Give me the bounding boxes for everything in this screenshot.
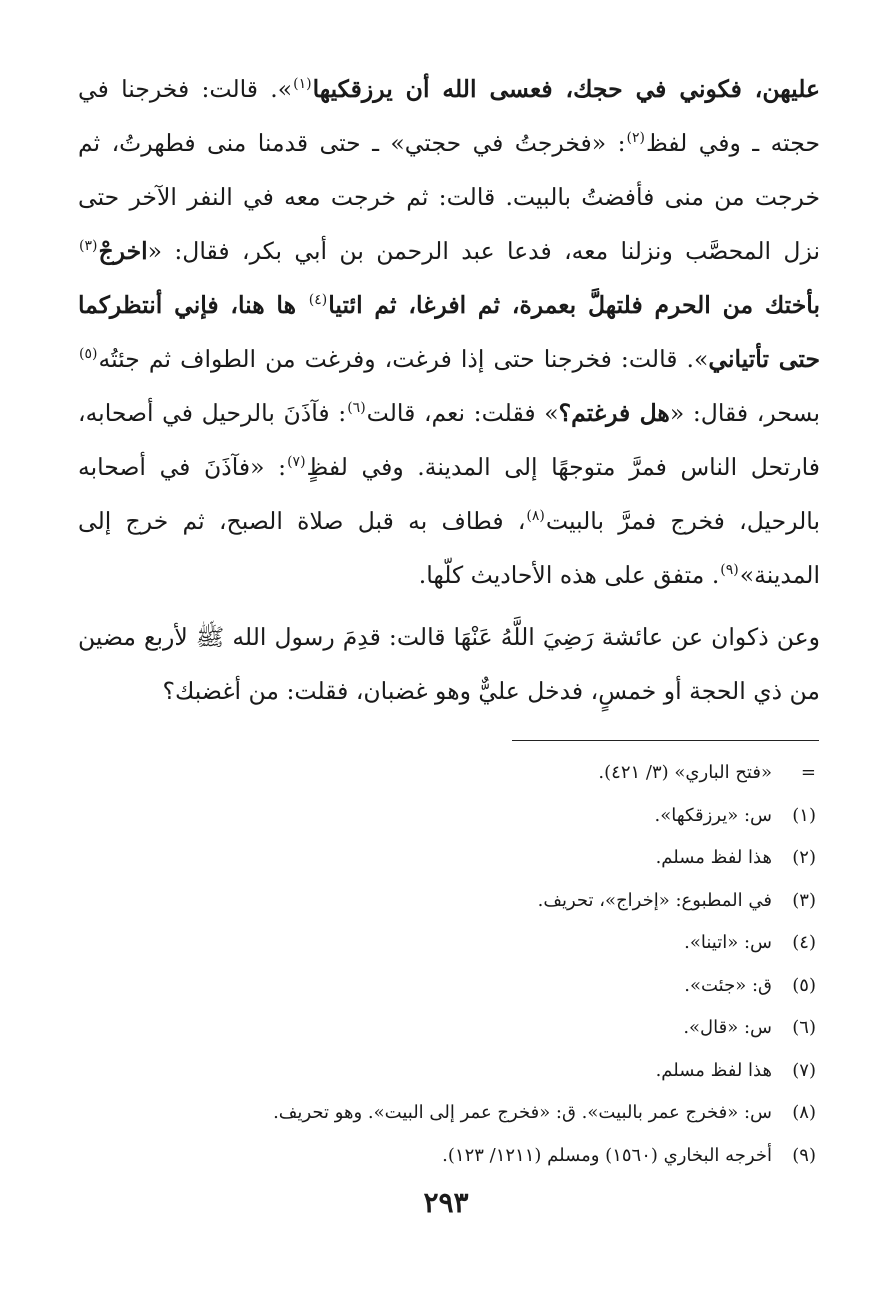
footnotes <box>78 752 816 1177</box>
footnote-number: (٧) <box>792 1059 816 1081</box>
footnote-ref-1: (١) <box>293 76 312 92</box>
footnote-number: (٨) <box>792 1102 816 1123</box>
footnote-number: (٢) <box>792 847 816 868</box>
footnote-5 <box>78 965 816 1008</box>
hadith-text: هل فرغتم؟ <box>558 399 670 427</box>
footnote-text: هذا لفظ مسلم. <box>655 847 772 868</box>
body-text: : فآذَنَ بالرحيل في أصحابه، فارتحل الناس فمرَّ متوجهًا إلى المدينة. وفي لفظٍ <box>78 399 820 481</box>
hadith-text: عليهن، فكوني في حجك، فعسى الله أن يرزقكيها <box>312 75 820 103</box>
body-text: . متفق على هذه الأحاديث كلّها. <box>418 561 720 589</box>
footnote-2 <box>78 837 816 880</box>
main-text <box>78 62 820 718</box>
hadith-text: بأختك من الحرم فلتهلَّ بعمرة، ثم افرغا، ثم ائتيا <box>328 291 820 319</box>
honorific: رَضِيَ اللَّهُ عَنْهَا <box>453 623 594 651</box>
hadith-text: ها هنا، فإني أنتظركما حتى تأتياني <box>78 291 820 373</box>
footnote-ref-7: (٧) <box>287 454 306 470</box>
footnote-ref-3: (٣) <box>79 238 98 254</box>
footnote-1 <box>78 795 816 838</box>
footnote-ref-8: (٨) <box>526 508 545 524</box>
footnote-text: س: «قال». <box>683 1017 772 1038</box>
body-text: ، فطاف به قبل صلاة الصبح، ثم خرج إلى المدينة» <box>78 507 820 589</box>
body-text: قالت: قدِمَ رسول الله <box>224 623 454 651</box>
footnote-ref-9: (٩) <box>720 562 739 578</box>
footnote-text: ق: «جئت». <box>684 974 772 996</box>
footnote-continuation <box>78 752 816 795</box>
footnote-4 <box>78 922 816 965</box>
footnote-text: أخرجه البخاري (١٥٦٠) ومسلم (١٢١١/ ١٢٣). <box>442 1144 772 1166</box>
footnote-ref-6: (٦) <box>347 400 366 416</box>
footnote-8 <box>78 1092 816 1135</box>
footnote-text: س: «يرزقكها». <box>654 804 772 826</box>
footnote-number: (٥) <box>792 974 816 996</box>
footnote-ref-5: (٥) <box>79 346 98 362</box>
honorific: ﷺ <box>195 623 225 651</box>
body-text: : «فخرجتُ في حجتي» ـ حتى قدمنا منى فطهرتُ، ثم خرجت من منى فأفضتُ بالبيت. قالت: ثم خرجت معه في النفر الآخر حتى نزل المحصَّب ونزلنا معه، فدعا عبد الرحمن بن أبي بكر، فقال: « <box>78 129 820 265</box>
footnote-text: س: «فخرج عمر بالبيت». ق: «فخرج عمر إلى البيت». وهو تحريف. <box>273 1102 772 1123</box>
footnote-separator <box>512 740 819 741</box>
body-text: لأربع مضين من ذي الحجة أو خمسٍ، فدخل عليٌّ وهو غضبان، فقلت: من أغضبك؟ <box>78 623 820 705</box>
body-text: وعن ذكوان عن عائشة <box>593 623 821 651</box>
body-text: ». قالت: فخرجنا حتى إذا فرغت، وفرغت من الطواف ثم جئتُه <box>98 345 709 373</box>
footnote-number: (٣) <box>792 889 816 911</box>
hadith-text: اخرجْ <box>98 237 148 265</box>
body-text: بسحر، فقال: « <box>669 399 820 427</box>
footnote-3 <box>78 880 816 923</box>
footnote-number: (٦) <box>792 1017 816 1038</box>
footnote-7 <box>78 1050 816 1093</box>
paragraph-2 <box>78 610 820 718</box>
body-text: » فقلت: نعم، قالت <box>366 399 559 427</box>
footnote-text: هذا لفظ مسلم. <box>655 1059 772 1081</box>
footnote-number: = <box>800 762 816 783</box>
footnote-ref-4: (٤) <box>308 292 328 308</box>
footnote-text: «فتح الباري» (٣/ ٤٢١). <box>598 762 772 783</box>
footnote-text: في المطبوع: «إخراج»، تحريف. <box>537 889 772 911</box>
footnote-text: س: «اتينا». <box>684 932 772 953</box>
footnote-number: (٤) <box>792 932 816 953</box>
page-number: ٢٩٣ <box>423 1186 469 1219</box>
body-text: : «فآذَنَ في أصحابه بالرحيل، فخرج فمرَّ بالبيت <box>78 453 820 535</box>
paragraph-1 <box>78 62 820 602</box>
footnote-ref-2: (٢) <box>626 130 645 146</box>
footnote-number: (١) <box>792 804 816 826</box>
footnote-9 <box>78 1135 816 1178</box>
footnote-6 <box>78 1007 816 1050</box>
body-text: ». قالت: فخرجنا في حجته ـ وفي لفظ <box>78 75 820 157</box>
footnote-number: (٩) <box>792 1144 816 1166</box>
